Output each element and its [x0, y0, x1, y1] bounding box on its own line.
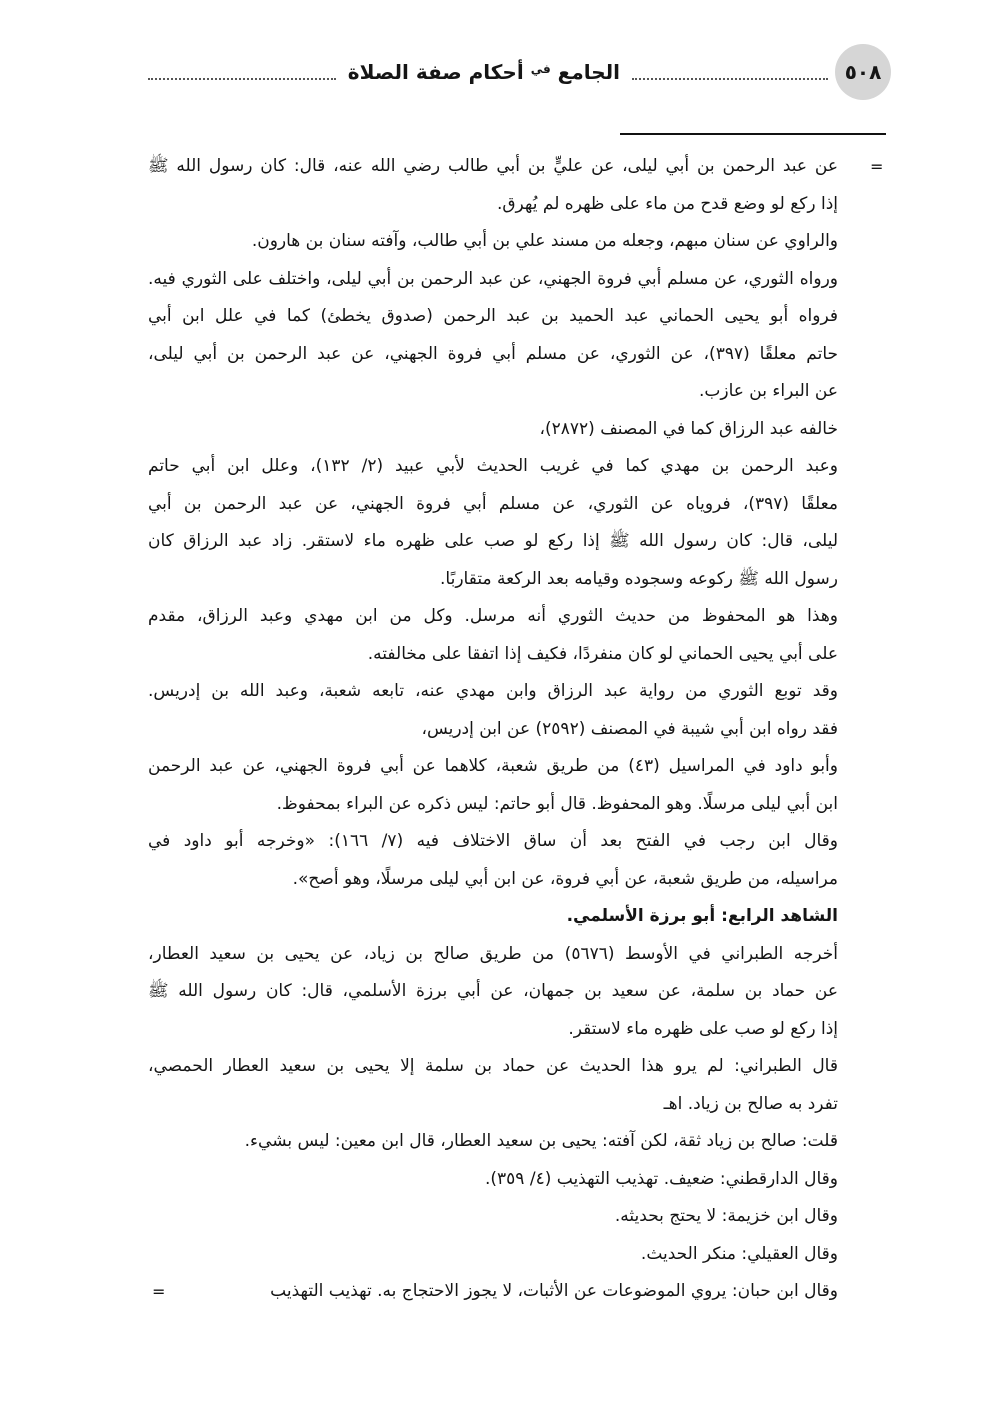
- footnote-line: خالفه عبد الرزاق كما في المصنف (٢٨٧٢)،: [539, 418, 838, 439]
- book-title-part2: أحكام صفة الصلاة: [347, 60, 524, 84]
- footnote-line: فرواه أبو يحيى الحماني عبد الحميد بن عبد الرحمن (صدوق يخطئ) كما في علل ابن أبي: [148, 306, 838, 326]
- footnote-line: قال الطبراني: لم يرو هذا الحديث عن حماد بن سلمة إلا يحيى بن سعيد العطار الحمصي،: [148, 1056, 838, 1076]
- dotted-leader-right: [632, 78, 828, 80]
- footnote-line: وهذا هو المحفوظ من حديث الثوري أنه مرسل. وكل من ابن مهدي وعبد الرزاق، مقدم: [148, 606, 838, 626]
- footnote-line: وقال ابن رجب في الفتح بعد أن ساق الاختلاف فيه (٧/ ١٦٦): «وخرجه أبو داود في: [148, 831, 838, 851]
- footnote-line: قلت: صالح بن زياد ثقة، لكن آفته: يحيى بن سعيد العطار، قال ابن معين: ليس بشيء.: [244, 1131, 838, 1151]
- footnote-line: ورواه الثوري، عن مسلم أبي فروة الجهني، عن عبد الرحمن بن أبي ليلى، واختلف على الثوري فيه.: [148, 268, 838, 289]
- footnote-line: عن عبد الرحمن بن أبي ليلى، عن عليٍّ بن أبي طالب رضي الله عنه، قال: كان رسول الله ﷺ: [148, 156, 838, 176]
- dotted-leader-left: [148, 78, 336, 80]
- footnote-line: مراسيله، من طريق شعبة، عن أبي فروة، عن ابن أبي ليلى مرسلًا، وهو أصح».: [292, 868, 838, 889]
- page-number: ٥٠٨: [835, 44, 891, 100]
- footnote-line: وقال الدارقطني: ضعيف. تهذيب التهذيب (٤/ ٣٥٩).: [484, 1168, 838, 1189]
- footnote-line: وقد توبع الثوري من رواية عبد الرزاق وابن مهدي عنه، تابعه شعبة، وعبد الله بن إدريس.: [148, 681, 838, 701]
- footnote-line: على أبي يحيى الحماني لو كان منفردًا، فكيف إذا اتفقا على مخالفته.: [367, 643, 838, 664]
- footnote-line: والراوي عن سنان مبهم، وجعله من مسند علي بن أبي طالب، وآفته سنان بن هارون.: [251, 231, 838, 251]
- footnote-line: ليلى، قال: كان رسول الله ﷺ إذا ركع لو صب على ظهره ماء لاستقر. زاد عبد الرزاق كان: [148, 531, 838, 551]
- footnote-body: [148, 148, 838, 1311]
- footnote-line: وقال العقيلي: منكر الحديث.: [640, 1243, 838, 1264]
- footnote-line: أخرجه الطبراني في الأوسط (٥٦٧٦) من طريق صالح بن زياد، عن يحيى بن سعيد العطار،: [148, 943, 838, 964]
- footnote-line: عن البراء بن عازب.: [698, 381, 838, 401]
- book-title: [336, 60, 632, 84]
- book-title-connector: في: [530, 62, 551, 76]
- continuation-mark-bottom: =: [152, 1282, 166, 1301]
- book-title-part1: الجامع: [557, 60, 620, 84]
- footnote-line: تفرد به صالح بن زياد. اهـ: [663, 1093, 838, 1114]
- footnote-line: وقال ابن حبان: يروي الموضوعات عن الأثبات، لا يجوز الاحتجاج به. تهذيب التهذيب: [270, 1281, 838, 1301]
- footnote-line: وعبد الرحمن بن مهدي كما في غريب الحديث لأبي عبيد (٢/ ١٣٢)، وعلل ابن أبي حاتم: [148, 456, 838, 476]
- footnote-line: معلقًا (٣٩٧)، فروياه عن الثوري، عن مسلم أبي فروة الجهني، عن عبد الرحمن بن أبي: [148, 493, 838, 514]
- section-heading: الشاهد الرابع: أبو برزة الأسلمي.: [566, 906, 838, 926]
- footnote-line: إذا ركع لو وضع قدح من ماء على ظهره لم يُهرق.: [496, 193, 838, 214]
- footnote-line: عن حماد بن سلمة، عن سعيد بن جمهان، عن أبي برزة الأسلمي، قال: كان رسول الله ﷺ: [148, 981, 838, 1001]
- footnote-line: وقال ابن خزيمة: لا يحتج بحديثه.: [614, 1206, 838, 1226]
- footnote-line: رسول الله ﷺ ركوعه وسجوده وقيامه بعد الركعة متقاربًا.: [440, 568, 838, 589]
- footnote-line: حاتم معلقًا (٣٩٧)، عن الثوري، عن مسلم أبي فروة الجهني، عن عبد الرحمن بن أبي ليلى،: [148, 343, 838, 364]
- continuation-mark-top: =: [870, 157, 884, 176]
- footnote-line: إذا ركع لو صب على ظهره ماء لاستقر.: [568, 1018, 838, 1039]
- footnote-line: وأبو داود في المراسيل (٤٣) من طريق شعبة، كلاهما عن أبي فروة الجهني، عن عبد الرحمن: [148, 756, 838, 776]
- footnote-line: ابن أبي ليلى مرسلًا. وهو المحفوظ. قال أبو حاتم: ليس ذكره عن البراء بمحفوظ.: [276, 793, 838, 814]
- running-header: [148, 52, 828, 92]
- footnote-line: فقد رواه ابن أبي شيبة في المصنف (٢٥٩٢) عن ابن إدريس،: [421, 718, 838, 739]
- footnote-separator: [620, 133, 886, 135]
